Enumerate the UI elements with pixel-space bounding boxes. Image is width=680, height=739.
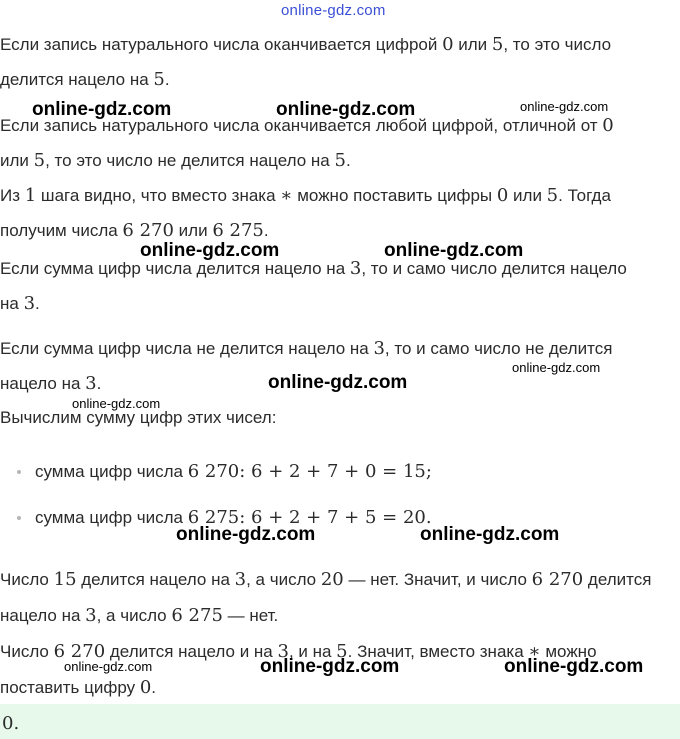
watermark: online-gdz.com (520, 99, 609, 114)
math: 20 (320, 569, 344, 590)
text: . (96, 374, 102, 393)
watermark: online-gdz.com (512, 360, 601, 375)
math: 5 (33, 150, 46, 171)
watermark: online-gdz.com (64, 659, 153, 674)
watermark: online-gdz.com (276, 99, 416, 120)
text: , то и само число делится нацело (361, 259, 627, 278)
text: нацело на (0, 374, 86, 393)
math: 5 (334, 150, 346, 171)
text: Если сумма цифр числа не делится нацело на (0, 339, 374, 358)
text-line (0, 373, 101, 394)
text: Из (0, 186, 25, 205)
text: , а число (246, 570, 321, 589)
math: 3 (23, 293, 36, 314)
watermark: online-gdz.com (32, 99, 172, 120)
text: Если запись натурального числа оканчивается любой цифрой, отличной от (0, 116, 603, 135)
text: . Тогда (558, 186, 611, 205)
text-line (0, 605, 278, 626)
math: 6 270 (531, 569, 584, 590)
math: 5 (546, 185, 559, 206)
math: 5 (336, 641, 348, 662)
math: 15 (53, 569, 77, 590)
text: . (263, 221, 269, 240)
math: 3 (85, 373, 97, 394)
text: на (0, 294, 24, 313)
math: 3 (373, 338, 385, 359)
text: получим числа (0, 221, 123, 240)
math: 0 (442, 34, 454, 55)
list-item (35, 461, 432, 482)
text-line (0, 569, 651, 590)
watermark: online-gdz.com (140, 240, 280, 261)
text: , то и само число не делится (384, 339, 613, 358)
math: 1 (24, 185, 37, 206)
text-line (0, 34, 611, 55)
text: делится нацело на (0, 70, 154, 89)
text-line (0, 338, 612, 359)
text: поставить цифру (0, 678, 140, 697)
text: нацело на (0, 606, 86, 625)
text-line (0, 677, 156, 698)
math: 6 275 (212, 220, 264, 241)
text: Вычислим сумму цифр этих чисел: (0, 408, 277, 427)
math: 3 (85, 605, 97, 626)
text: — нет. Значит, и число (343, 570, 532, 589)
watermark: online-gdz.com (384, 240, 524, 261)
math: 3 (277, 641, 289, 662)
text-line (0, 408, 276, 428)
text: Если сумма цифр числа делится нацело на (0, 259, 350, 278)
header-watermark: online-gdz.com (281, 2, 386, 19)
text: . (151, 678, 156, 697)
text: , то это число не делится нацело на (45, 151, 335, 170)
watermark: online-gdz.com (504, 656, 644, 677)
text: или (173, 221, 213, 240)
watermark: online-gdz.com (260, 656, 400, 677)
math: ∗ (528, 641, 541, 662)
math: 6 270 (122, 220, 174, 241)
text: или (453, 35, 492, 54)
text: Число (0, 570, 54, 589)
math: 0 (139, 677, 152, 698)
text: можно (540, 642, 597, 661)
watermark: online-gdz.com (268, 372, 408, 393)
math: 0 (602, 115, 614, 136)
math: 0 (496, 185, 509, 206)
text: — нет. (222, 606, 279, 625)
text: , а число (96, 606, 172, 625)
text: сумма цифр числа (35, 462, 188, 481)
math: 3 (234, 569, 247, 590)
text: . (345, 151, 351, 170)
bullet-dot (17, 516, 21, 520)
watermark: online-gdz.com (176, 524, 316, 545)
text: . Значит, вместо знака (347, 642, 529, 661)
text-line (0, 69, 170, 90)
text: сумма цифр числа (35, 508, 188, 527)
math: 6 270 (53, 641, 106, 662)
text: Число (0, 642, 54, 661)
answer-text: 0. (2, 713, 20, 734)
text: Если запись натурального числа оканчивается цифрой (0, 35, 443, 54)
math: 5 (491, 34, 504, 55)
text-line (0, 185, 611, 206)
text: . (35, 294, 40, 313)
text: или (508, 186, 547, 205)
text-line (0, 258, 627, 279)
text: шага видно, что вместо знака (36, 186, 281, 205)
math: 6 275: 6 + 2 + 7 + 5 = 20. (187, 507, 432, 528)
bullet-dot (17, 470, 21, 474)
text: или (0, 151, 34, 170)
watermark: online-gdz.com (72, 396, 161, 411)
math: 6 275 (171, 605, 223, 626)
text-line (0, 150, 351, 171)
text: делится нацело и на (105, 642, 278, 661)
watermark: online-gdz.com (420, 524, 560, 545)
text: можно поставить цифры (292, 186, 497, 205)
math: ∗ (280, 185, 293, 206)
text: , и на (288, 642, 337, 661)
text: делится нацело на (76, 570, 235, 589)
text-line (0, 220, 269, 241)
text-line (0, 293, 40, 314)
answer-box (0, 704, 680, 739)
math: 3 (349, 258, 362, 279)
math: 5 (153, 69, 165, 90)
text: , то это число (503, 35, 612, 54)
text: . (164, 70, 170, 89)
text: делится (583, 570, 652, 589)
math: 6 270: 6 + 2 + 7 + 0 = 15; (187, 461, 432, 482)
